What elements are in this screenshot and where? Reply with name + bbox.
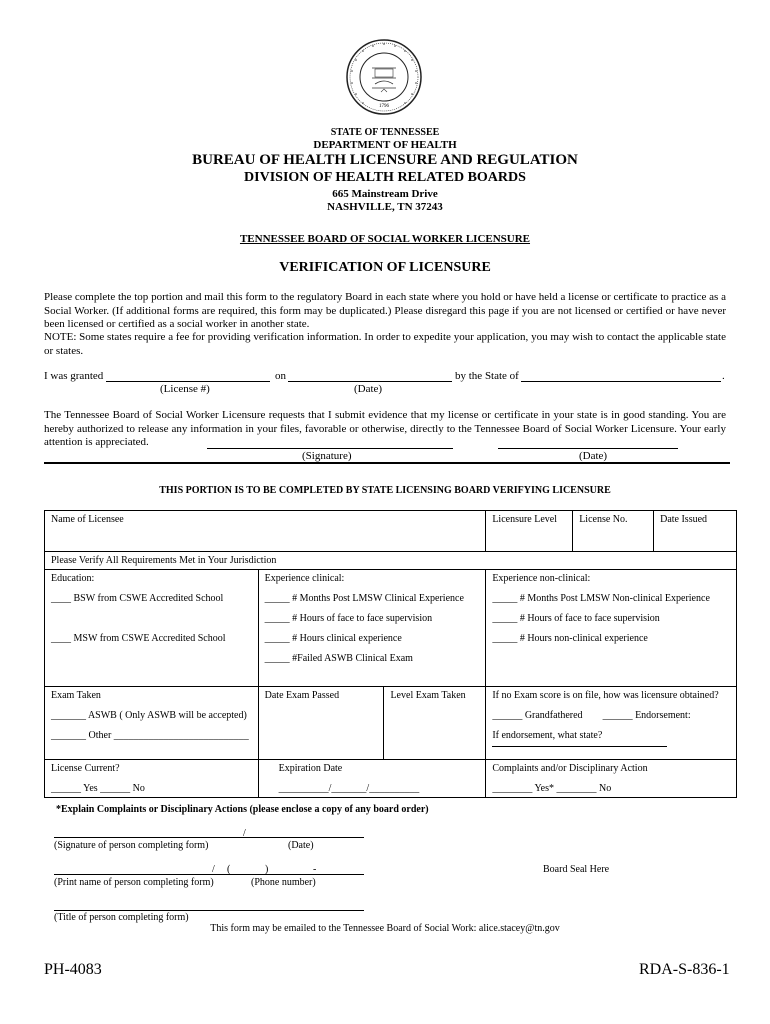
complaints-yes-no[interactable]: ________ Yes* ________ No: [492, 783, 612, 794]
address-line-2: NASHVILLE, TN 37243: [327, 201, 443, 213]
phone-dash: -: [313, 864, 317, 875]
endorsement-state-field[interactable]: [492, 741, 667, 747]
fee-note: NOTE: Some states require a fee for providing verification information. In order to expedite your application, you may wish to contact the applicable state or states.: [44, 331, 726, 357]
license-no-label: License No.: [579, 514, 628, 525]
licensure-obtained-cell: [486, 687, 737, 760]
endorsement-state-question: If endorsement, what state?: [492, 730, 603, 741]
name-slash: /: [212, 864, 215, 875]
endorsement-option[interactable]: ______ Endorsement:: [602, 710, 691, 721]
experience-nonclinical-cell: [486, 570, 737, 687]
address-line-1: 665 Mainstream Drive: [332, 188, 438, 200]
on-label: on: [275, 370, 286, 382]
grandfathered-option[interactable]: ______ Grandfathered: [492, 710, 583, 721]
no-exam-question: If no Exam score is on file, how was licensure obtained?: [492, 690, 719, 701]
bureau-heading: BUREAU OF HEALTH LICENSURE AND REGULATION: [192, 152, 578, 168]
completer-phone-caption: (Phone number): [251, 877, 316, 888]
level-exam-taken-cell[interactable]: [384, 687, 486, 760]
license-current-yes-no[interactable]: ______ Yes ______ No: [51, 783, 145, 794]
signature-date-caption: (Date): [579, 450, 608, 462]
tennessee-state-seal: [345, 38, 423, 116]
name-of-licensee-cell[interactable]: [45, 511, 486, 552]
experience-nonclinical-label: Experience non-clinical:: [492, 573, 591, 584]
by-state-label: by the State of: [455, 370, 519, 382]
completer-date-caption: (Date): [288, 840, 314, 851]
license-number-caption: (License #): [160, 383, 210, 395]
verify-requirements-label: Please Verify All Requirements Met in Your Jurisdiction: [51, 555, 277, 566]
date-exam-passed-cell[interactable]: [258, 687, 384, 760]
license-current-label: License Current?: [51, 763, 120, 774]
nonclinical-face-hours-field[interactable]: _____ # Hours of face to face supervision: [492, 613, 660, 624]
license-no-cell[interactable]: [573, 511, 654, 552]
signature-field[interactable]: [207, 448, 453, 449]
aswb-option[interactable]: _______ ASWB ( Only ASWB will be accepted): [51, 710, 247, 721]
date-issued-label: Date Issued: [660, 514, 708, 525]
email-note: This form may be emailed to the Tennessee Board of Social Work: alice.stacey@tn.gov: [210, 923, 560, 934]
exam-taken-cell: [45, 687, 259, 760]
level-exam-taken-label: Level Exam Taken: [390, 690, 466, 701]
verification-form-table: [44, 510, 737, 798]
education-cell: [45, 570, 259, 687]
experience-clinical-cell: [258, 570, 486, 687]
signature-caption: (Signature): [302, 450, 352, 462]
verification-section-heading: THIS PORTION IS TO BE COMPLETED BY STATE LICENSING BOARD VERIFYING LICENSURE: [159, 485, 611, 496]
page-title: VERIFICATION OF LICENSURE: [279, 260, 491, 275]
form-code-left: PH-4083: [44, 961, 102, 978]
complaints-label: Complaints and/or Disciplinary Action: [492, 763, 648, 774]
clinical-face-hours-field[interactable]: _____ # Hours of face to face supervision: [264, 613, 433, 624]
license-current-cell: [45, 760, 259, 798]
completer-name-caption: (Print name of person completing form): [54, 877, 214, 888]
granting-state-field[interactable]: [521, 381, 721, 382]
clinical-months-field[interactable]: _____ # Months Post LMSW Clinical Experience: [264, 593, 464, 604]
bsw-option[interactable]: ____ BSW from CSWE Accredited School: [51, 593, 224, 604]
license-number-field[interactable]: [106, 381, 270, 382]
nonclinical-hours-field[interactable]: _____ # Hours non-clinical experience: [492, 633, 648, 644]
other-exam-option[interactable]: _______ Other ___________________________: [51, 730, 249, 741]
phone-paren-open: (: [227, 864, 231, 875]
board-seal-placeholder: Board Seal Here: [543, 864, 610, 875]
completer-signature-caption: (Signature of person completing form): [54, 840, 209, 851]
msw-option[interactable]: ____ MSW from CSWE Accredited School: [51, 633, 226, 644]
intro-paragraph: Please complete the top portion and mail this form to the regulatory Board in each state where you hold or have held a license or certificate to practice as a Social Worker. (If additional forms are required, this form may be duplicated.) Please disregard this page if you are not licensed or certified or have never been licensed or certified as a social worker in another state.: [44, 291, 726, 330]
department-heading: DEPARTMENT OF HEALTH: [313, 139, 457, 151]
granted-date-caption: (Date): [354, 383, 383, 395]
phone-paren-close: ): [265, 864, 269, 875]
division-heading: DIVISION OF HEALTH RELATED BOARDS: [244, 170, 526, 185]
completer-name-phone-field[interactable]: [54, 874, 364, 875]
expiration-date-label: Expiration Date: [278, 763, 343, 774]
licensure-level-cell[interactable]: [486, 511, 573, 552]
completer-signature-field[interactable]: [54, 837, 364, 838]
expiration-date-cell: [258, 760, 486, 798]
svg-text:1796: 1796: [379, 104, 389, 109]
signature-date-field[interactable]: [498, 448, 678, 449]
date-exam-passed-label: Date Exam Passed: [264, 690, 340, 701]
experience-clinical-label: Experience clinical:: [264, 573, 345, 584]
board-heading: TENNESSEE BOARD OF SOCIAL WORKER LICENSURE: [239, 233, 531, 245]
name-of-licensee-label: Name of Licensee: [51, 514, 124, 525]
failed-exam-field[interactable]: _____ #Failed ASWB Clinical Exam: [264, 653, 413, 664]
completer-title-field[interactable]: [54, 910, 364, 911]
clinical-hours-field[interactable]: _____ # Hours clinical experience: [264, 633, 402, 644]
state-heading: STATE OF TENNESSEE: [330, 127, 440, 138]
request-paragraph: The Tennessee Board of Social Worker Licensure requests that I submit evidence that my license or certificate in your state is in good standing. You are hereby authorized to release any information in your files, favorable or otherwise, directly to the Tennessee Board of Social Worker Licensure. Your early attention is appreciated.: [44, 409, 726, 448]
exam-taken-label: Exam Taken: [51, 690, 101, 701]
expiration-date-field[interactable]: __________/_______/__________: [278, 783, 420, 794]
education-label: Education:: [51, 573, 95, 584]
granted-period: .: [722, 370, 725, 382]
granted-date-field[interactable]: [288, 381, 452, 382]
section-divider: [44, 462, 730, 464]
explain-complaints-note: *Explain Complaints or Disciplinary Actions (please enclose a copy of any board order): [56, 804, 429, 815]
nonclinical-months-field[interactable]: _____ # Months Post LMSW Non-clinical Experience: [492, 593, 710, 604]
complaints-cell: [486, 760, 737, 798]
licensure-level-label: Licensure Level: [492, 514, 557, 525]
form-code-right: RDA-S-836-1: [639, 961, 730, 978]
signature-slash: /: [243, 828, 246, 839]
verify-requirements-row: [45, 552, 737, 570]
granted-label: I was granted: [44, 370, 104, 382]
completer-title-caption: (Title of person completing form): [54, 912, 189, 923]
date-issued-cell[interactable]: [654, 511, 737, 552]
